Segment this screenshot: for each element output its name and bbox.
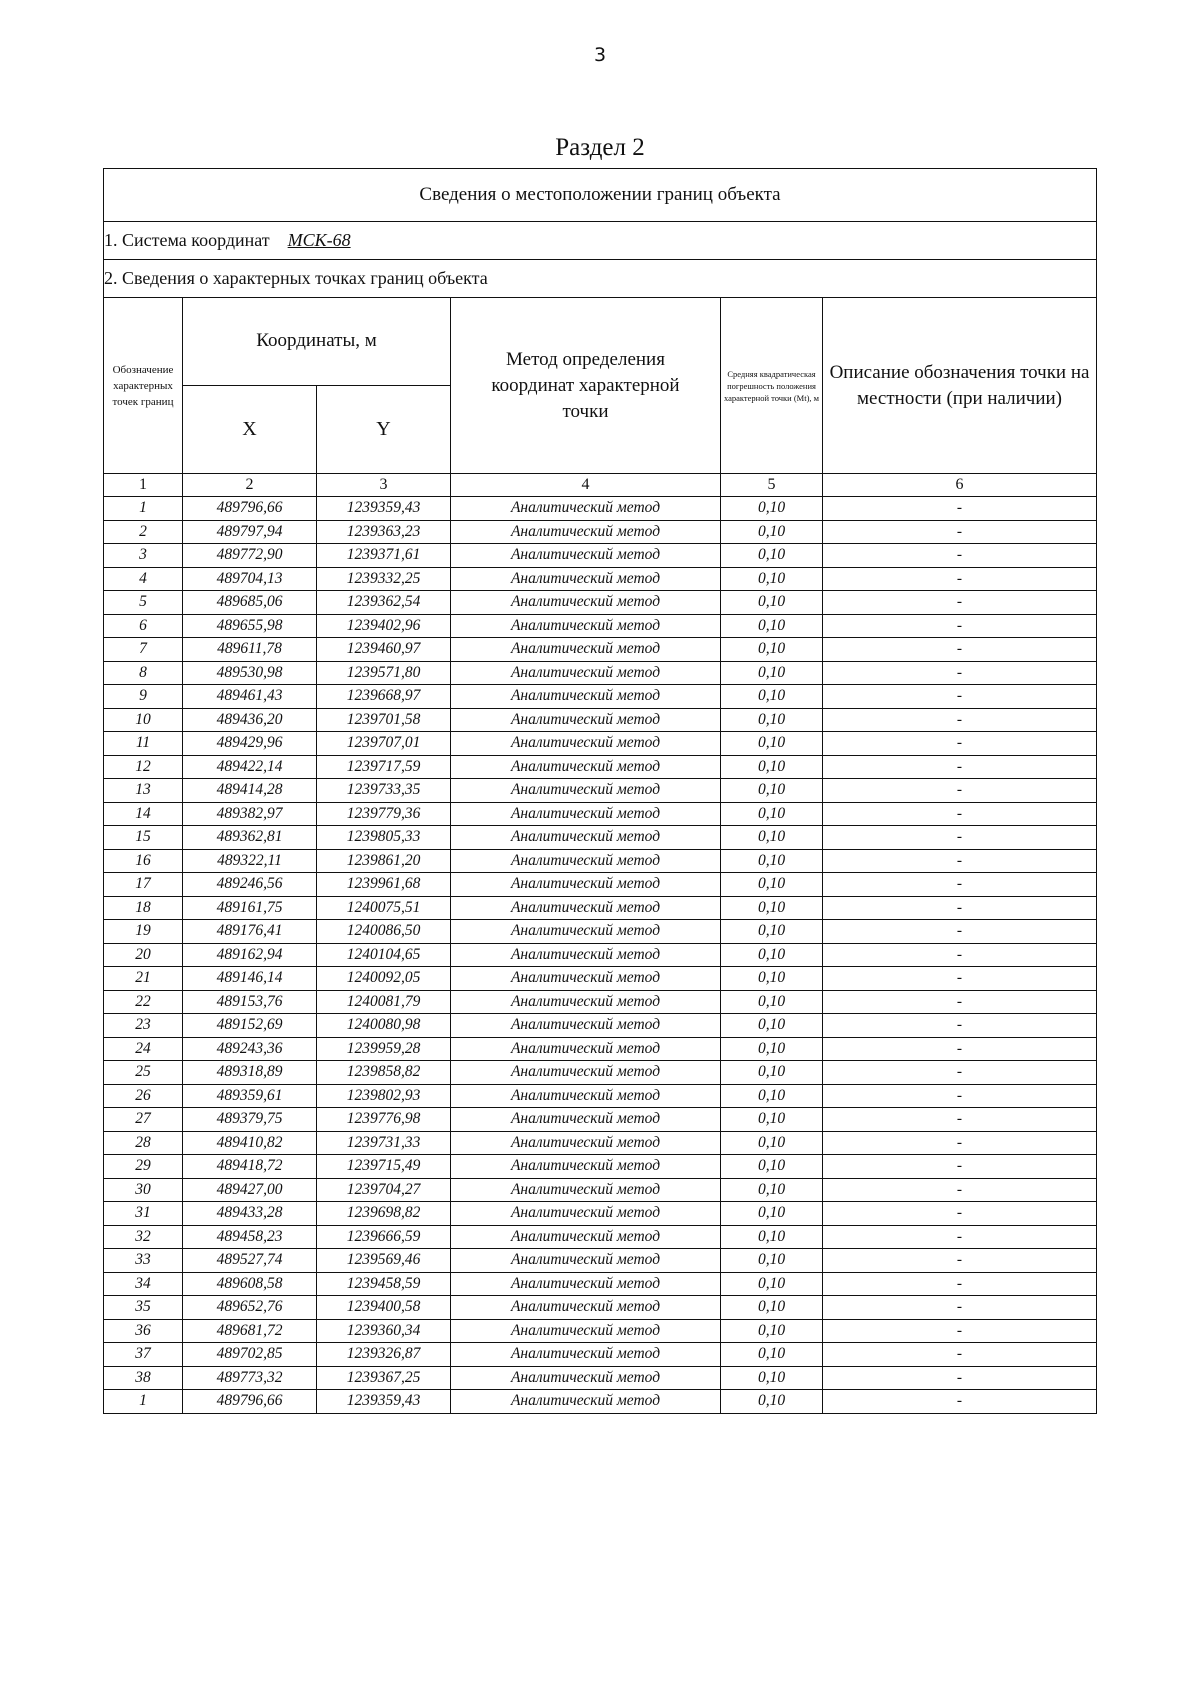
point-number-cell: 4 xyxy=(104,567,183,591)
header-coordinates: Координаты, м xyxy=(183,298,451,386)
point-number-cell: 37 xyxy=(104,1343,183,1367)
point-number-cell: 1 xyxy=(104,497,183,521)
x-coordinate-cell: 489458,23 xyxy=(183,1225,317,1249)
description-cell: - xyxy=(823,920,1097,944)
x-coordinate-cell: 489530,98 xyxy=(183,661,317,685)
error-cell: 0,10 xyxy=(721,591,823,615)
x-coordinate-cell: 489772,90 xyxy=(183,544,317,568)
description-cell: - xyxy=(823,873,1097,897)
error-cell: 0,10 xyxy=(721,1272,823,1296)
error-cell: 0,10 xyxy=(721,732,823,756)
x-coordinate-cell: 489362,81 xyxy=(183,826,317,850)
method-cell: Аналитический метод xyxy=(451,1131,721,1155)
point-number-cell: 15 xyxy=(104,826,183,850)
description-cell: - xyxy=(823,1225,1097,1249)
description-cell: - xyxy=(823,1014,1097,1038)
point-number-cell: 20 xyxy=(104,943,183,967)
y-coordinate-cell: 1240104,65 xyxy=(317,943,451,967)
x-coordinate-cell: 489685,06 xyxy=(183,591,317,615)
error-cell: 0,10 xyxy=(721,497,823,521)
table-row xyxy=(104,1272,1097,1296)
error-cell: 0,10 xyxy=(721,520,823,544)
error-cell: 0,10 xyxy=(721,708,823,732)
table-row xyxy=(104,708,1097,732)
error-cell: 0,10 xyxy=(721,1249,823,1273)
table-row xyxy=(104,1155,1097,1179)
point-number-cell: 18 xyxy=(104,896,183,920)
method-cell: Аналитический метод xyxy=(451,732,721,756)
point-number-cell: 36 xyxy=(104,1319,183,1343)
table-row xyxy=(104,1390,1097,1414)
method-cell: Аналитический метод xyxy=(451,1366,721,1390)
y-coordinate-cell: 1239776,98 xyxy=(317,1108,451,1132)
header-x: X xyxy=(183,386,317,474)
y-coordinate-cell: 1239569,46 xyxy=(317,1249,451,1273)
y-coordinate-cell: 1239668,97 xyxy=(317,685,451,709)
point-number-cell: 5 xyxy=(104,591,183,615)
point-number-cell: 21 xyxy=(104,967,183,991)
description-cell: - xyxy=(823,497,1097,521)
error-cell: 0,10 xyxy=(721,1343,823,1367)
table-row xyxy=(104,1084,1097,1108)
error-cell: 0,10 xyxy=(721,967,823,991)
table-row xyxy=(104,685,1097,709)
y-coordinate-cell: 1239571,80 xyxy=(317,661,451,685)
method-cell: Аналитический метод xyxy=(451,826,721,850)
point-number-cell: 24 xyxy=(104,1037,183,1061)
table-row xyxy=(104,1108,1097,1132)
table-row xyxy=(104,1225,1097,1249)
y-coordinate-cell: 1239359,43 xyxy=(317,1390,451,1414)
method-cell: Аналитический метод xyxy=(451,661,721,685)
description-cell: - xyxy=(823,1272,1097,1296)
point-number-cell: 12 xyxy=(104,755,183,779)
method-cell: Аналитический метод xyxy=(451,591,721,615)
y-coordinate-cell: 1239805,33 xyxy=(317,826,451,850)
point-number-cell: 9 xyxy=(104,685,183,709)
description-cell: - xyxy=(823,1037,1097,1061)
description-cell: - xyxy=(823,732,1097,756)
y-coordinate-cell: 1239731,33 xyxy=(317,1131,451,1155)
table-row xyxy=(104,967,1097,991)
point-number-cell: 32 xyxy=(104,1225,183,1249)
x-coordinate-cell: 489429,96 xyxy=(183,732,317,756)
table-caption: Сведения о местоположении границ объекта xyxy=(104,169,1097,222)
x-coordinate-cell: 489611,78 xyxy=(183,638,317,662)
x-coordinate-cell: 489379,75 xyxy=(183,1108,317,1132)
header-method: Метод определения координат характерной точки xyxy=(451,298,721,474)
x-coordinate-cell: 489681,72 xyxy=(183,1319,317,1343)
error-cell: 0,10 xyxy=(721,1061,823,1085)
error-cell: 0,10 xyxy=(721,873,823,897)
method-cell: Аналитический метод xyxy=(451,1296,721,1320)
point-number-cell: 19 xyxy=(104,920,183,944)
point-number-cell: 35 xyxy=(104,1296,183,1320)
points-caption: 2. Сведения о характерных точках границ объекта xyxy=(104,260,1097,298)
x-coordinate-cell: 489796,66 xyxy=(183,497,317,521)
y-coordinate-cell: 1239704,27 xyxy=(317,1178,451,1202)
error-cell: 0,10 xyxy=(721,544,823,568)
table-row xyxy=(104,873,1097,897)
table-row xyxy=(104,990,1097,1014)
point-number-cell: 27 xyxy=(104,1108,183,1132)
error-cell: 0,10 xyxy=(721,1178,823,1202)
table-row xyxy=(104,520,1097,544)
error-cell: 0,10 xyxy=(721,614,823,638)
method-cell: Аналитический метод xyxy=(451,614,721,638)
description-cell: - xyxy=(823,661,1097,685)
y-coordinate-cell: 1240075,51 xyxy=(317,896,451,920)
coord-system-label: 1. Система координат xyxy=(104,230,270,250)
point-number-cell: 1 xyxy=(104,1390,183,1414)
description-cell: - xyxy=(823,544,1097,568)
y-coordinate-cell: 1239458,59 xyxy=(317,1272,451,1296)
y-coordinate-cell: 1239360,34 xyxy=(317,1319,451,1343)
point-number-cell: 34 xyxy=(104,1272,183,1296)
method-cell: Аналитический метод xyxy=(451,849,721,873)
point-number-cell: 23 xyxy=(104,1014,183,1038)
y-coordinate-cell: 1239367,25 xyxy=(317,1366,451,1390)
point-number-cell: 14 xyxy=(104,802,183,826)
x-coordinate-cell: 489608,58 xyxy=(183,1272,317,1296)
table-row xyxy=(104,1249,1097,1273)
method-cell: Аналитический метод xyxy=(451,638,721,662)
y-coordinate-cell: 1239359,43 xyxy=(317,497,451,521)
table-row xyxy=(104,826,1097,850)
y-coordinate-cell: 1239666,59 xyxy=(317,1225,451,1249)
point-number-cell: 3 xyxy=(104,544,183,568)
coord-system-value: МСК-68 xyxy=(287,230,351,250)
y-coordinate-cell: 1239861,20 xyxy=(317,849,451,873)
point-number-cell: 26 xyxy=(104,1084,183,1108)
description-cell: - xyxy=(823,614,1097,638)
error-cell: 0,10 xyxy=(721,1390,823,1414)
point-number-cell: 2 xyxy=(104,520,183,544)
error-cell: 0,10 xyxy=(721,685,823,709)
header-y: Y xyxy=(317,386,451,474)
x-coordinate-cell: 489427,00 xyxy=(183,1178,317,1202)
error-cell: 0,10 xyxy=(721,1155,823,1179)
x-coordinate-cell: 489382,97 xyxy=(183,802,317,826)
x-coordinate-cell: 489422,14 xyxy=(183,755,317,779)
section-title: Раздел 2 xyxy=(555,134,645,161)
table-row xyxy=(104,1037,1097,1061)
error-cell: 0,10 xyxy=(721,1037,823,1061)
method-cell: Аналитический метод xyxy=(451,1108,721,1132)
error-cell: 0,10 xyxy=(721,1366,823,1390)
y-coordinate-cell: 1240081,79 xyxy=(317,990,451,1014)
table-row xyxy=(104,497,1097,521)
point-number-cell: 29 xyxy=(104,1155,183,1179)
error-cell: 0,10 xyxy=(721,1014,823,1038)
header-error: Средняя квадратическая погрешность положения характерной точки (Mt), м xyxy=(721,298,823,474)
error-cell: 0,10 xyxy=(721,826,823,850)
column-number: 4 xyxy=(451,474,721,497)
y-coordinate-cell: 1239402,96 xyxy=(317,614,451,638)
description-cell: - xyxy=(823,755,1097,779)
table-row xyxy=(104,1343,1097,1367)
description-cell: - xyxy=(823,1178,1097,1202)
error-cell: 0,10 xyxy=(721,802,823,826)
point-number-cell: 10 xyxy=(104,708,183,732)
x-coordinate-cell: 489152,69 xyxy=(183,1014,317,1038)
column-number: 1 xyxy=(104,474,183,497)
point-number-cell: 6 xyxy=(104,614,183,638)
error-cell: 0,10 xyxy=(721,755,823,779)
description-cell: - xyxy=(823,1061,1097,1085)
description-cell: - xyxy=(823,1319,1097,1343)
error-cell: 0,10 xyxy=(721,849,823,873)
method-cell: Аналитический метод xyxy=(451,520,721,544)
table-row xyxy=(104,567,1097,591)
x-coordinate-cell: 489161,75 xyxy=(183,896,317,920)
table-row xyxy=(104,544,1097,568)
description-cell: - xyxy=(823,638,1097,662)
table-row xyxy=(104,779,1097,803)
column-number: 2 xyxy=(183,474,317,497)
error-cell: 0,10 xyxy=(721,1296,823,1320)
error-cell: 0,10 xyxy=(721,1319,823,1343)
method-cell: Аналитический метод xyxy=(451,779,721,803)
x-coordinate-cell: 489153,76 xyxy=(183,990,317,1014)
x-coordinate-cell: 489246,56 xyxy=(183,873,317,897)
table-row xyxy=(104,1319,1097,1343)
method-cell: Аналитический метод xyxy=(451,990,721,1014)
description-cell: - xyxy=(823,1108,1097,1132)
table-row xyxy=(104,1131,1097,1155)
error-cell: 0,10 xyxy=(721,920,823,944)
method-cell: Аналитический метод xyxy=(451,967,721,991)
x-coordinate-cell: 489318,89 xyxy=(183,1061,317,1085)
description-cell: - xyxy=(823,779,1097,803)
description-cell: - xyxy=(823,1202,1097,1226)
method-cell: Аналитический метод xyxy=(451,1061,721,1085)
method-cell: Аналитический метод xyxy=(451,1178,721,1202)
column-number: 6 xyxy=(823,474,1097,497)
column-number: 5 xyxy=(721,474,823,497)
x-coordinate-cell: 489652,76 xyxy=(183,1296,317,1320)
description-cell: - xyxy=(823,567,1097,591)
point-number-cell: 8 xyxy=(104,661,183,685)
y-coordinate-cell: 1239707,01 xyxy=(317,732,451,756)
y-coordinate-cell: 1239400,58 xyxy=(317,1296,451,1320)
description-cell: - xyxy=(823,685,1097,709)
header-point-designation: Обозначение характерных точек границ xyxy=(104,298,183,474)
method-cell: Аналитический метод xyxy=(451,1155,721,1179)
x-coordinate-cell: 489461,43 xyxy=(183,685,317,709)
description-cell: - xyxy=(823,1084,1097,1108)
error-cell: 0,10 xyxy=(721,896,823,920)
table-row xyxy=(104,896,1097,920)
column-numbers-row xyxy=(104,474,1097,497)
y-coordinate-cell: 1239802,93 xyxy=(317,1084,451,1108)
x-coordinate-cell: 489322,11 xyxy=(183,849,317,873)
method-cell: Аналитический метод xyxy=(451,1202,721,1226)
point-number-cell: 38 xyxy=(104,1366,183,1390)
table-row xyxy=(104,755,1097,779)
table-row xyxy=(104,849,1097,873)
y-coordinate-cell: 1239332,25 xyxy=(317,567,451,591)
error-cell: 0,10 xyxy=(721,943,823,967)
error-cell: 0,10 xyxy=(721,1084,823,1108)
description-cell: - xyxy=(823,826,1097,850)
y-coordinate-cell: 1239717,59 xyxy=(317,755,451,779)
description-cell: - xyxy=(823,1390,1097,1414)
boundary-table xyxy=(103,168,1097,1414)
method-cell: Аналитический метод xyxy=(451,1390,721,1414)
point-number-cell: 28 xyxy=(104,1131,183,1155)
method-cell: Аналитический метод xyxy=(451,755,721,779)
y-coordinate-cell: 1239959,28 xyxy=(317,1037,451,1061)
method-cell: Аналитический метод xyxy=(451,802,721,826)
y-coordinate-cell: 1239326,87 xyxy=(317,1343,451,1367)
table-row xyxy=(104,1296,1097,1320)
x-coordinate-cell: 489702,85 xyxy=(183,1343,317,1367)
point-number-cell: 25 xyxy=(104,1061,183,1085)
x-coordinate-cell: 489418,72 xyxy=(183,1155,317,1179)
description-cell: - xyxy=(823,1131,1097,1155)
y-coordinate-cell: 1240086,50 xyxy=(317,920,451,944)
x-coordinate-cell: 489796,66 xyxy=(183,1390,317,1414)
error-cell: 0,10 xyxy=(721,1225,823,1249)
y-coordinate-cell: 1239733,35 xyxy=(317,779,451,803)
x-coordinate-cell: 489773,32 xyxy=(183,1366,317,1390)
error-cell: 0,10 xyxy=(721,1131,823,1155)
table-row xyxy=(104,591,1097,615)
error-cell: 0,10 xyxy=(721,567,823,591)
table-row xyxy=(104,1178,1097,1202)
description-cell: - xyxy=(823,1296,1097,1320)
x-coordinate-cell: 489410,82 xyxy=(183,1131,317,1155)
x-coordinate-cell: 489162,94 xyxy=(183,943,317,967)
method-cell: Аналитический метод xyxy=(451,708,721,732)
method-cell: Аналитический метод xyxy=(451,1037,721,1061)
table-row xyxy=(104,661,1097,685)
x-coordinate-cell: 489433,28 xyxy=(183,1202,317,1226)
description-cell: - xyxy=(823,1249,1097,1273)
point-number-cell: 7 xyxy=(104,638,183,662)
x-coordinate-cell: 489797,94 xyxy=(183,520,317,544)
y-coordinate-cell: 1240080,98 xyxy=(317,1014,451,1038)
description-cell: - xyxy=(823,591,1097,615)
x-coordinate-cell: 489655,98 xyxy=(183,614,317,638)
y-coordinate-cell: 1239460,97 xyxy=(317,638,451,662)
method-cell: Аналитический метод xyxy=(451,873,721,897)
table-row xyxy=(104,802,1097,826)
method-cell: Аналитический метод xyxy=(451,685,721,709)
y-coordinate-cell: 1239363,23 xyxy=(317,520,451,544)
y-coordinate-cell: 1239701,58 xyxy=(317,708,451,732)
method-cell: Аналитический метод xyxy=(451,943,721,967)
x-coordinate-cell: 489527,74 xyxy=(183,1249,317,1273)
error-cell: 0,10 xyxy=(721,990,823,1014)
method-cell: Аналитический метод xyxy=(451,497,721,521)
method-cell: Аналитический метод xyxy=(451,1084,721,1108)
coord-system-row xyxy=(104,222,1097,260)
description-cell: - xyxy=(823,1343,1097,1367)
description-cell: - xyxy=(823,990,1097,1014)
description-cell: - xyxy=(823,1155,1097,1179)
table-row xyxy=(104,638,1097,662)
point-number-cell: 16 xyxy=(104,849,183,873)
table-row xyxy=(104,1014,1097,1038)
description-cell: - xyxy=(823,896,1097,920)
point-number-cell: 11 xyxy=(104,732,183,756)
point-number-cell: 33 xyxy=(104,1249,183,1273)
error-cell: 0,10 xyxy=(721,1202,823,1226)
x-coordinate-cell: 489176,41 xyxy=(183,920,317,944)
method-cell: Аналитический метод xyxy=(451,896,721,920)
description-cell: - xyxy=(823,849,1097,873)
method-cell: Аналитический метод xyxy=(451,567,721,591)
method-cell: Аналитический метод xyxy=(451,1319,721,1343)
x-coordinate-cell: 489704,13 xyxy=(183,567,317,591)
y-coordinate-cell: 1239779,36 xyxy=(317,802,451,826)
y-coordinate-cell: 1240092,05 xyxy=(317,967,451,991)
y-coordinate-cell: 1239371,61 xyxy=(317,544,451,568)
y-coordinate-cell: 1239858,82 xyxy=(317,1061,451,1085)
y-coordinate-cell: 1239715,49 xyxy=(317,1155,451,1179)
description-cell: - xyxy=(823,802,1097,826)
table-row xyxy=(104,1202,1097,1226)
x-coordinate-cell: 489243,36 xyxy=(183,1037,317,1061)
description-cell: - xyxy=(823,520,1097,544)
page-number: 3 xyxy=(593,44,607,66)
header-description: Описание обозначения точки на местности (при наличии) xyxy=(823,298,1097,474)
method-cell: Аналитический метод xyxy=(451,1225,721,1249)
y-coordinate-cell: 1239362,54 xyxy=(317,591,451,615)
table-row xyxy=(104,920,1097,944)
method-cell: Аналитический метод xyxy=(451,1343,721,1367)
error-cell: 0,10 xyxy=(721,661,823,685)
error-cell: 0,10 xyxy=(721,638,823,662)
x-coordinate-cell: 489146,14 xyxy=(183,967,317,991)
table-row xyxy=(104,732,1097,756)
point-number-cell: 30 xyxy=(104,1178,183,1202)
method-cell: Аналитический метод xyxy=(451,1272,721,1296)
point-number-cell: 13 xyxy=(104,779,183,803)
y-coordinate-cell: 1239961,68 xyxy=(317,873,451,897)
description-cell: - xyxy=(823,943,1097,967)
x-coordinate-cell: 489359,61 xyxy=(183,1084,317,1108)
point-number-cell: 17 xyxy=(104,873,183,897)
x-coordinate-cell: 489414,28 xyxy=(183,779,317,803)
description-cell: - xyxy=(823,708,1097,732)
method-cell: Аналитический метод xyxy=(451,920,721,944)
table-row xyxy=(104,1366,1097,1390)
column-number: 3 xyxy=(317,474,451,497)
table-row xyxy=(104,1061,1097,1085)
table-row xyxy=(104,614,1097,638)
error-cell: 0,10 xyxy=(721,779,823,803)
y-coordinate-cell: 1239698,82 xyxy=(317,1202,451,1226)
error-cell: 0,10 xyxy=(721,1108,823,1132)
method-cell: Аналитический метод xyxy=(451,544,721,568)
table-row xyxy=(104,943,1097,967)
point-number-cell: 31 xyxy=(104,1202,183,1226)
description-cell: - xyxy=(823,1366,1097,1390)
x-coordinate-cell: 489436,20 xyxy=(183,708,317,732)
description-cell: - xyxy=(823,967,1097,991)
method-cell: Аналитический метод xyxy=(451,1014,721,1038)
method-cell: Аналитический метод xyxy=(451,1249,721,1273)
point-number-cell: 22 xyxy=(104,990,183,1014)
